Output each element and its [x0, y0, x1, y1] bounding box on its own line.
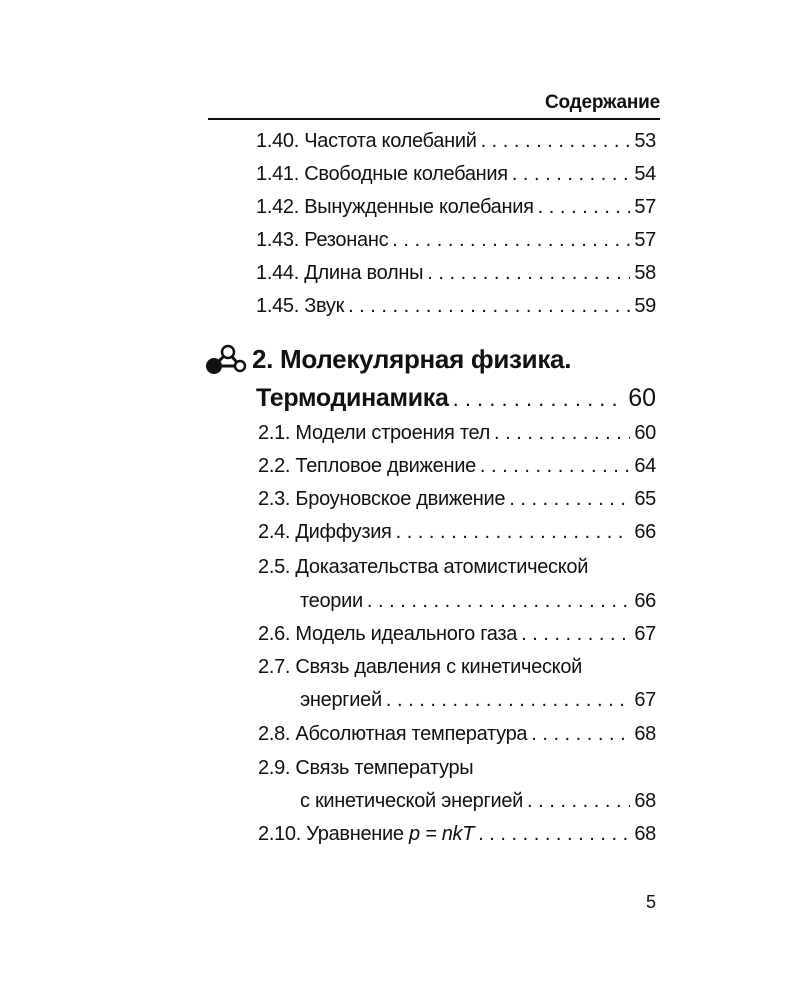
toc-entry-page: 66	[634, 590, 656, 612]
toc-entry-label: 1.44. Длина волны	[256, 262, 424, 284]
toc-entry-2-6[interactable]	[258, 623, 656, 646]
leader-dots	[521, 623, 630, 646]
toc-entry-1-40[interactable]	[256, 130, 656, 153]
toc-entry-page: 57	[634, 229, 656, 251]
toc-entry-label: 2.4. Диффузия	[258, 521, 392, 543]
toc-entry-2-5[interactable]	[300, 590, 656, 613]
leader-dots	[527, 790, 630, 813]
toc-entry-page: 67	[634, 623, 656, 645]
leader-dots	[480, 455, 630, 478]
toc-entry-2-10[interactable]	[258, 823, 656, 846]
leader-dots	[427, 262, 630, 285]
leader-dots	[396, 521, 631, 544]
toc-entry-label: 2.8. Абсолютная температура	[258, 723, 528, 745]
toc-entry-page: 65	[634, 488, 656, 510]
toc-entry-label: 1.42. Вынужденные колебания	[256, 196, 534, 218]
toc-entry-page: 54	[634, 163, 656, 185]
toc-entry-label: 2.2. Тепловое движение	[258, 455, 476, 477]
leader-dots	[478, 823, 630, 846]
toc-entry-page: 66	[634, 521, 656, 543]
leader-dots	[367, 590, 630, 613]
toc-entry-label-text: 2.10. Уравнение	[258, 823, 409, 845]
toc-entry-1-44[interactable]	[256, 262, 656, 285]
toc-entry-2-3[interactable]	[258, 488, 656, 511]
chapter-2-subtitle: Термодинамика	[256, 384, 449, 412]
leader-dots	[386, 689, 630, 712]
toc-entry-2-9[interactable]	[300, 790, 656, 813]
leader-dots	[453, 386, 625, 412]
formula-text: p = nkT	[408, 823, 475, 845]
toc-entry-label: с кинетической энергией	[300, 790, 524, 812]
toc-entry-label: 1.45. Звук	[256, 295, 345, 317]
toc-entry-label: 2.3. Броуновское движение	[258, 488, 506, 510]
toc-entry-label: 2.6. Модель идеального газа	[258, 623, 518, 645]
toc-entry-page: 68	[634, 790, 656, 812]
header-title: Содержание	[544, 92, 660, 113]
toc-entry-2-5-line1[interactable]: 2.5. Доказательства атомистической	[258, 556, 589, 578]
toc-entry-chapter-2[interactable]	[256, 384, 656, 413]
toc-entry-page: 57	[634, 196, 656, 218]
toc-entry-1-42[interactable]	[256, 196, 656, 219]
toc-entry-label: 1.41. Свободные колебания	[256, 163, 508, 185]
leader-dots	[538, 196, 631, 219]
chapter-2-title[interactable]: 2. Молекулярная физика.	[252, 344, 572, 374]
toc-entry-2-7[interactable]	[300, 689, 656, 712]
toc-entry-1-41[interactable]	[256, 163, 656, 186]
toc-entry-page: 60	[634, 422, 656, 444]
header-rule	[208, 118, 660, 120]
toc-entry-2-1[interactable]	[258, 422, 656, 445]
toc-entry-page: 59	[634, 295, 656, 317]
toc-entry-label: 2.1. Модели строения тел	[258, 422, 491, 444]
toc-entry-2-4[interactable]	[258, 521, 656, 544]
toc-entry-2-2[interactable]	[258, 455, 656, 478]
toc-entry-page: 53	[634, 130, 656, 152]
toc-entry-page: 68	[634, 823, 656, 845]
toc-entry-page: 60	[628, 384, 656, 412]
toc-entry-2-9-line1[interactable]: 2.9. Связь температуры	[258, 757, 474, 779]
toc-entry-label	[258, 823, 474, 846]
leader-dots	[392, 229, 630, 252]
toc-entry-2-7-line1[interactable]: 2.7. Связь давления с кинетической	[258, 656, 583, 678]
toc-entry-label: 1.40. Частота колебаний	[256, 130, 477, 152]
page-number: 5	[646, 892, 657, 912]
toc-entry-label: энергией	[300, 689, 382, 711]
toc-entry-1-45[interactable]	[256, 295, 656, 318]
toc-entry-label: 1.43. Резонанс	[256, 229, 389, 251]
leader-dots	[481, 130, 631, 153]
toc-entry-2-8[interactable]	[258, 723, 656, 746]
leader-dots	[494, 422, 630, 445]
molecule-icon	[204, 344, 248, 376]
toc-entry-page: 58	[634, 262, 656, 284]
leader-dots	[509, 488, 630, 511]
toc-entry-label: теории	[300, 590, 363, 612]
leader-dots	[348, 295, 630, 318]
toc-entry-page: 67	[634, 689, 656, 711]
toc-entry-page: 64	[634, 455, 656, 477]
leader-dots	[512, 163, 631, 186]
leader-dots	[531, 723, 630, 746]
toc-entry-page: 68	[634, 723, 656, 745]
toc-entry-1-43[interactable]	[256, 229, 656, 252]
